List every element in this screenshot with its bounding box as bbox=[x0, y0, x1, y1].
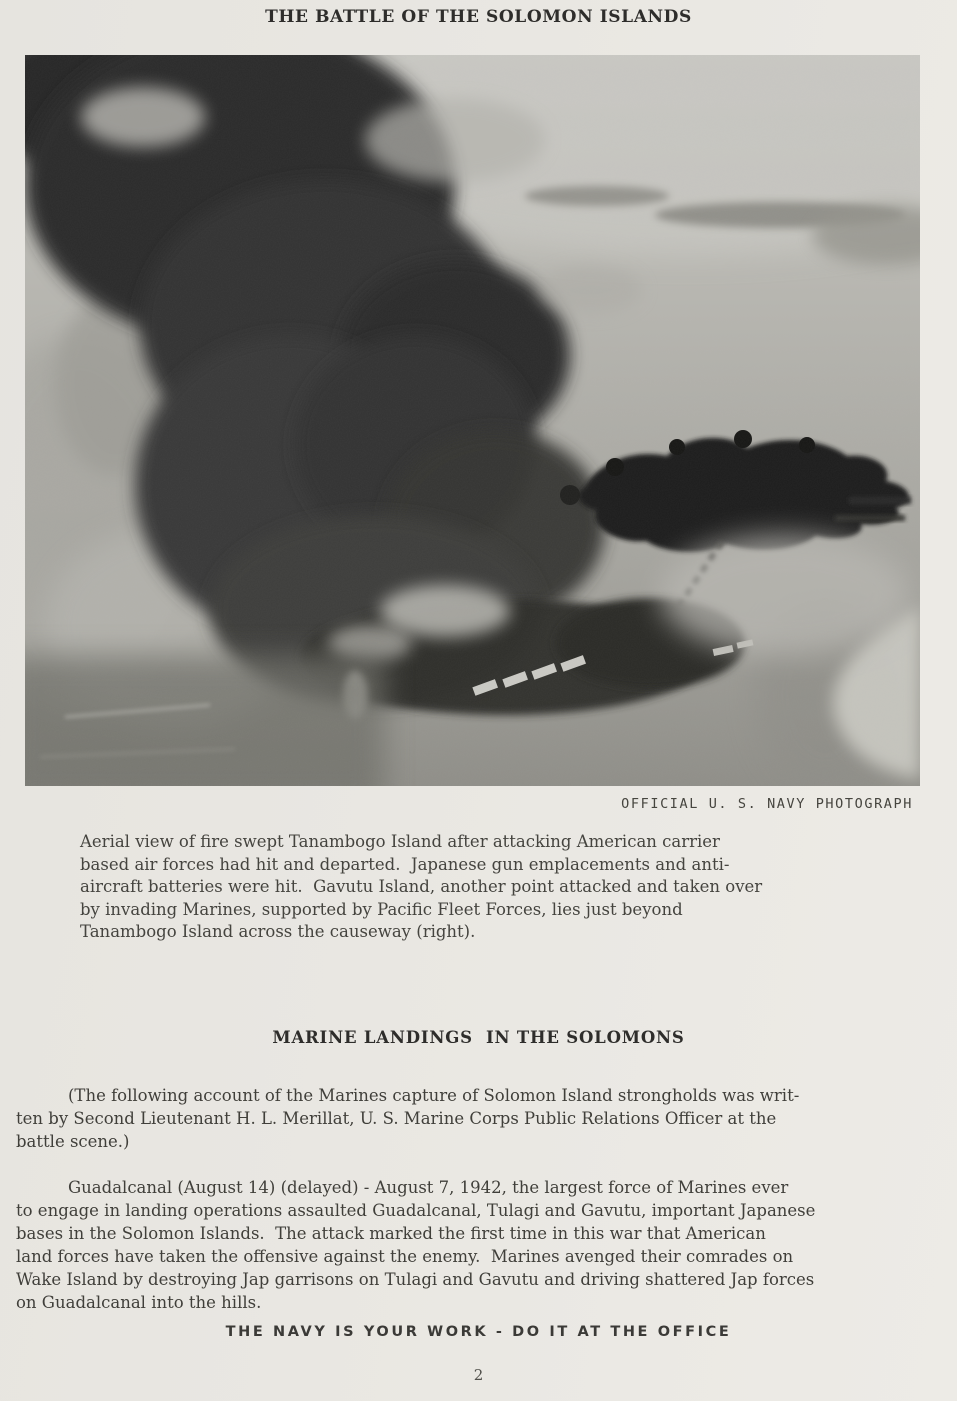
caption-line: based air forces had hit and departed. Japanese gun emplacements and anti- bbox=[80, 854, 730, 874]
paragraph-line: bases in the Solomon Islands. The attack marked the first time in this war that American bbox=[16, 1223, 766, 1243]
photo-credit: OFFICIAL U. S. NAVY PHOTOGRAPH bbox=[621, 796, 913, 812]
paragraph-line: battle scene.) bbox=[16, 1131, 130, 1151]
paragraph-line: (The following account of the Marines capture of Solomon Island strongholds was writ- bbox=[68, 1086, 800, 1105]
footer-slogan: THE NAVY IS YOUR WORK - DO IT AT THE OFFICE bbox=[225, 1324, 732, 1340]
caption-line: Tanambogo Island across the causeway (right). bbox=[80, 922, 476, 942]
photo-caption bbox=[80, 831, 762, 944]
page-number: 2 bbox=[473, 1366, 484, 1384]
page-title: THE BATTLE OF THE SOLOMON ISLANDS bbox=[265, 7, 692, 27]
paragraph-line: to engage in landing operations assaulted Guadalcanal, Tulagi and Gavutu, important Japanese bbox=[16, 1200, 816, 1220]
caption-line: aircraft batteries were hit. Gavutu Island, another point attacked and taken over bbox=[80, 877, 763, 897]
photo-grain bbox=[25, 55, 920, 786]
paragraph-line: Guadalcanal (August 14) (delayed) - August 7, 1942, the largest force of Marines ever bbox=[68, 1178, 789, 1197]
paragraph-intro bbox=[16, 1085, 951, 1154]
section-heading: MARINE LANDINGS IN THE SOLOMONS bbox=[272, 1028, 685, 1047]
caption-line: by invading Marines, supported by Pacific Fleet Forces, lies just beyond bbox=[80, 899, 683, 919]
paragraph-account bbox=[16, 1177, 951, 1314]
paragraph-line: land forces have taken the offensive against the enemy. Marines avenged their comrades on bbox=[16, 1246, 794, 1266]
aerial-photo-illustration bbox=[25, 55, 920, 786]
navy-aerial-photograph bbox=[25, 55, 920, 786]
paragraph-line: Wake Island by destroying Jap garrisons on Tulagi and Gavutu and driving shattered Jap forces bbox=[16, 1269, 815, 1289]
paragraph-line: ten by Second Lieutenant H. L. Merillat, U. S. Marine Corps Public Relations Officer at the bbox=[16, 1108, 777, 1128]
paragraph-line: on Guadalcanal into the hills. bbox=[16, 1292, 262, 1312]
caption-line: Aerial view of fire swept Tanambogo Island after attacking American carrier bbox=[80, 832, 720, 851]
